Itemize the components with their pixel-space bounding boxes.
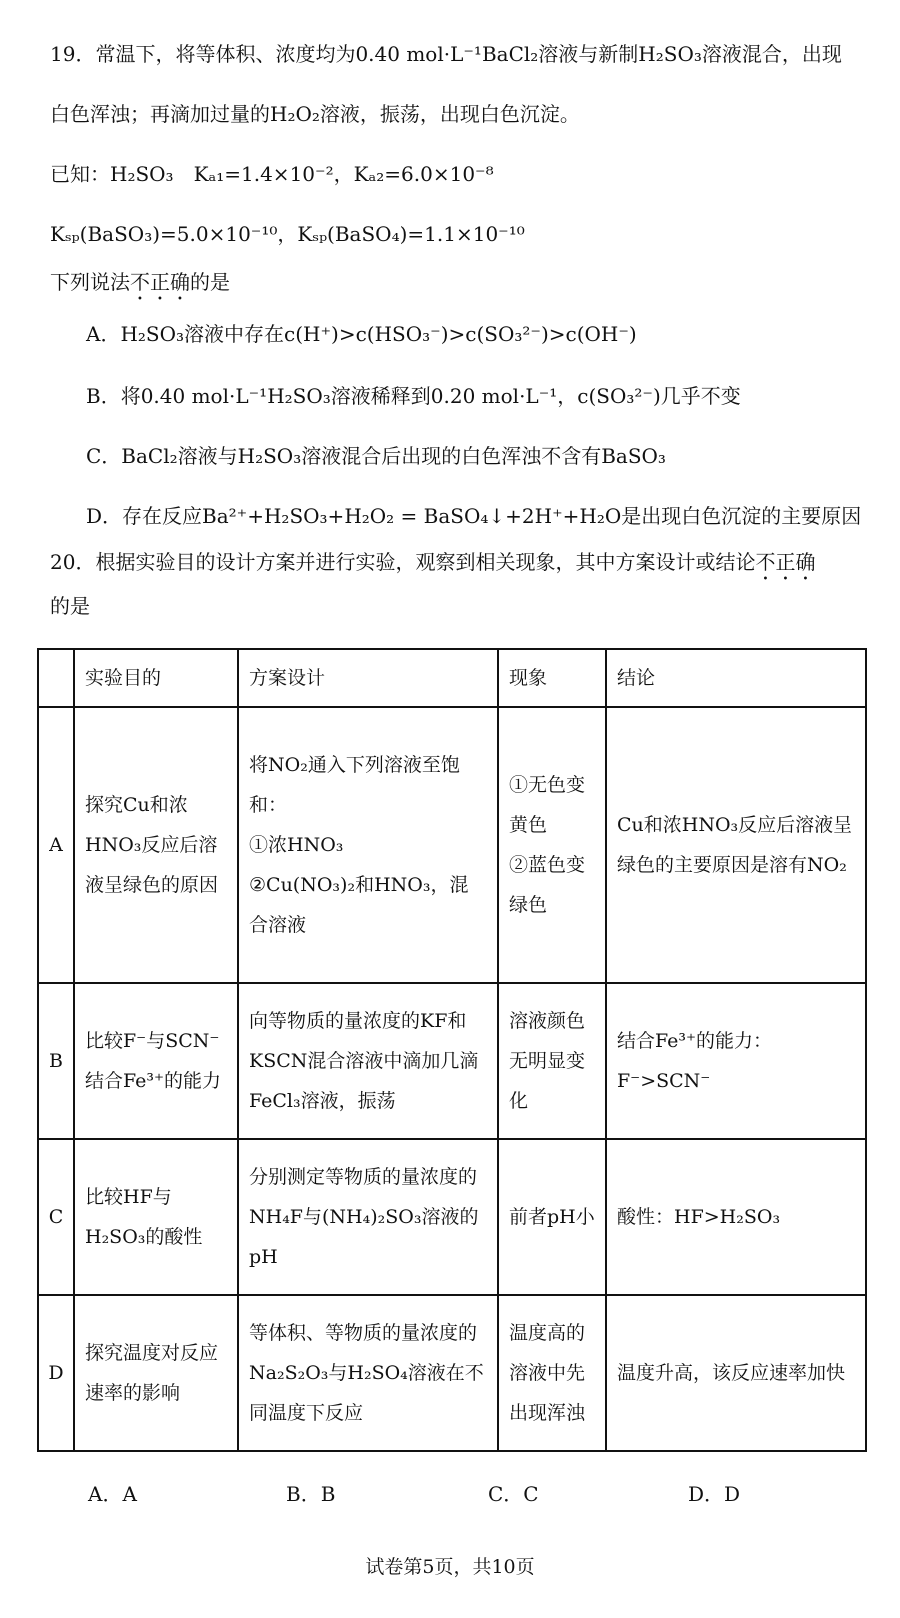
experiment-table [37, 648, 867, 1452]
q19-stem-emph: 不正确 [130, 270, 190, 294]
header-conclusion: 结论 [606, 649, 866, 707]
q19-known1: 已知：H₂SO₃ Kₐ₁=1.4×10⁻²，Kₐ₂=6.0×10⁻⁸ [50, 162, 494, 186]
row-purpose: 比较F⁻与SCN⁻结合Fe³⁺的能力 [74, 983, 238, 1139]
row-design: 向等物质的量浓度的KF和KSCN混合溶液中滴加几滴FeCl₃溶液，振荡 [238, 983, 498, 1139]
header-purpose: 实验目的 [74, 649, 238, 707]
row-phenomenon: 前者pH小 [498, 1139, 606, 1295]
header-design: 方案设计 [238, 649, 498, 707]
row-label: C [38, 1139, 74, 1295]
q19-known2: Kₛₚ(BaSO₃)=5.0×10⁻¹⁰，Kₛₚ(BaSO₄)=1.1×10⁻¹⁰ [50, 222, 525, 246]
row-design: 将NO₂通入下列溶液至饱和： ①浓HNO₃ ②Cu(NO₃)₂和HNO₃，混合溶液 [238, 707, 498, 983]
row-label: A [38, 707, 74, 983]
row-purpose: 比较HF与H₂SO₃的酸性 [74, 1139, 238, 1295]
row-design: 等体积、等物质的量浓度的Na₂S₂O₃与H₂SO₄溶液在不同温度下反应 [238, 1295, 498, 1451]
row-label: B [38, 983, 74, 1139]
row-conclusion: Cu和浓HNO₃反应后溶液呈绿色的主要原因是溶有NO₂ [606, 707, 866, 983]
header-label-cell [38, 649, 74, 707]
page-footer: 试卷第5页，共10页 [365, 1556, 535, 1578]
row-purpose: 探究Cu和浓HNO₃反应后溶液呈绿色的原因 [74, 707, 238, 983]
row-conclusion: 温度升高，该反应速率加快 [606, 1295, 866, 1451]
q19-stem-suffix: 的是 [190, 270, 230, 294]
q20-line1-emph: 不正确 [755, 550, 816, 574]
table-header-row [38, 649, 866, 707]
row-label: D [38, 1295, 74, 1451]
q19-option-c: C．BaCl₂溶液与H₂SO₃溶液混合后出现的白色浑浊不含有BaSO₃ [86, 444, 666, 468]
header-phenomenon: 现象 [498, 649, 606, 707]
q20-option-b: B．B [286, 1482, 336, 1506]
q20-line2: 的是 [50, 594, 90, 618]
q19-option-d: D．存在反应Ba²⁺+H₂SO₃+H₂O₂ = BaSO₄↓+2H⁺+H₂O是出现白色沉淀的主要原因 [86, 504, 862, 528]
q19-line1: 19．常温下，将等体积、浓度均为0.40 mol·L⁻¹BaCl₂溶液与新制H₂SO₃溶液混合，出现 [50, 42, 842, 66]
q20-line1 [50, 548, 815, 585]
row-phenomenon: 溶液颜色无明显变化 [498, 983, 606, 1139]
row-conclusion: 酸性：HF>H₂SO₃ [606, 1139, 866, 1295]
table-row [38, 1139, 866, 1295]
q19-line2: 白色浑浊；再滴加过量的H₂O₂溶液，振荡，出现白色沉淀。 [50, 102, 580, 126]
row-purpose: 探究温度对反应速率的影响 [74, 1295, 238, 1451]
q20-option-a: A．A [88, 1482, 137, 1506]
q19-option-b: B．将0.40 mol·L⁻¹H₂SO₃溶液稀释到0.20 mol·L⁻¹，c(SO₃²⁻)几乎不变 [86, 384, 741, 408]
table-row [38, 1295, 866, 1451]
q20-option-d: D．D [688, 1482, 741, 1506]
row-phenomenon: ①无色变黄色 ②蓝色变绿色 [498, 707, 606, 983]
q20-line1-prefix: 20．根据实验目的设计方案并进行实验，观察到相关现象，其中方案设计或结论 [50, 550, 756, 574]
q19-option-a: A．H₂SO₃溶液中存在c(H⁺)>c(HSO₃⁻)>c(SO₃²⁻)>c(OH⁻) [86, 322, 637, 346]
q19-stem-prefix: 下列说法 [50, 270, 130, 294]
row-design: 分别测定等物质的量浓度的NH₄F与(NH₄)₂SO₃溶液的pH [238, 1139, 498, 1295]
table-row [38, 983, 866, 1139]
q20-option-c: C．C [488, 1482, 539, 1506]
row-phenomenon: 温度高的溶液中先出现浑浊 [498, 1295, 606, 1451]
table-row [38, 707, 866, 983]
q19-stem [50, 268, 230, 305]
row-conclusion: 结合Fe³⁺的能力： F⁻>SCN⁻ [606, 983, 866, 1139]
